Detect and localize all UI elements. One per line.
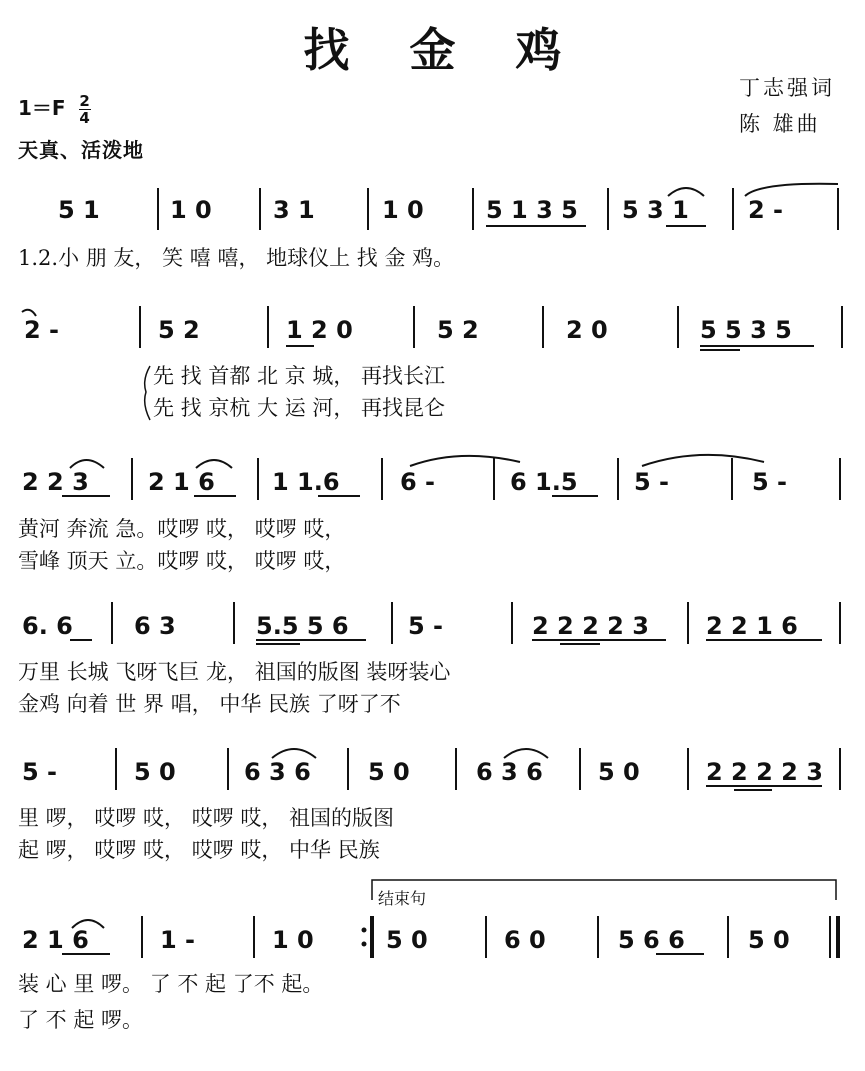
ending-bracket: [372, 880, 836, 900]
measure-6: 5 -: [634, 468, 670, 496]
measure-4: 5 0: [368, 758, 410, 786]
lyric-line-1: 里 啰， 哎啰 哎， 哎啰 哎， 祖国的版图: [18, 806, 395, 830]
measure-2: 1 0: [170, 196, 212, 224]
lyric-line-2: 起 啰， 哎啰 哎， 哎啰 哎， 中华 民族: [18, 838, 380, 862]
measure-1: 2 -: [24, 316, 60, 344]
measure-5: 2 2 2 2 3: [532, 612, 649, 640]
song-title: 找金鸡: [303, 23, 622, 77]
lyric-line-1: 万里 长城 飞呀飞巨 龙， 祖国的版图 装呀装心: [18, 660, 451, 684]
measure-1: 5 1: [58, 196, 100, 224]
lyric-line-2: 金鸡 向着 世 界 唱， 中华 民族 了呀了不: [18, 692, 401, 716]
tie: [272, 749, 316, 758]
tie: [410, 456, 520, 466]
measure-1: 2 2 3: [22, 468, 89, 496]
lyric-line-2: 先 找 京杭 大 运 河， 再找昆仑: [153, 396, 446, 420]
time-numerator: 2: [79, 92, 90, 110]
measure-5: 6 0: [504, 926, 546, 954]
key-label: 1＝F: [18, 96, 66, 120]
lyric-line-2: 雪峰 顶天 立。哎啰 哎， 哎啰 哎，: [18, 549, 346, 573]
measure-3: 6 3 6: [244, 758, 311, 786]
measure-5: 6 1.5: [510, 468, 578, 496]
measure-5: 5 1 3 5: [486, 196, 578, 224]
tie: [504, 749, 548, 758]
measure-2: 6 3: [134, 612, 176, 640]
tie: [72, 920, 104, 928]
measure-4: 5 -: [408, 612, 444, 640]
measure-4: 5 2: [437, 316, 479, 344]
measure-1: 6. 6: [22, 612, 73, 640]
lyric-line-1: 先 找 首都 北 京 城， 再找长江: [153, 364, 446, 388]
tempo-marking: 天真、活泼地: [18, 138, 144, 162]
measure-2: 1 -: [160, 926, 196, 954]
measure-1: 2 1 6: [22, 926, 89, 954]
measure-4: 6 -: [400, 468, 436, 496]
measure-4: 1 0: [382, 196, 424, 224]
measure-7: 5 0: [748, 926, 790, 954]
tie: [70, 460, 104, 468]
time-denominator: 4: [79, 109, 90, 127]
tie: [668, 188, 704, 196]
lyric-line-1: 1.2.小 朋 友， 笑 嘻 嘻， 地球仪上 找 金 鸡。: [18, 246, 455, 270]
tie: [745, 184, 838, 196]
measure-2: 5 0: [134, 758, 176, 786]
measure-7: 5 -: [752, 468, 788, 496]
tie: [642, 455, 764, 466]
ending-label: 结束句: [378, 889, 427, 908]
measure-4: 5 0: [386, 926, 428, 954]
measure-3: 1 1.6: [272, 468, 340, 496]
measure-3: 1 0: [272, 926, 314, 954]
measure-2: 5 2: [158, 316, 200, 344]
measure-6: 5 0: [598, 758, 640, 786]
repeat-dot: [362, 942, 367, 947]
lyric-line-1: 黄河 奔流 急。哎啰 哎， 哎啰 哎，: [18, 517, 346, 541]
measure-3: 5.5 5 6: [256, 612, 349, 640]
repeat-dot: [362, 928, 367, 933]
measure-5: 6 3 6: [476, 758, 543, 786]
measure-2: 2 1 6: [148, 468, 215, 496]
measure-5: 2 0: [566, 316, 608, 344]
measure-1: 5 -: [22, 758, 58, 786]
lyricist-credit: 丁志强词: [739, 76, 835, 100]
tie: [196, 460, 232, 468]
lyric-line-2: 了 不 起 啰。: [18, 1008, 144, 1032]
measure-6: 5 5 3 5: [700, 316, 792, 344]
measure-6: 2 2 1 6: [706, 612, 798, 640]
tie: [22, 310, 36, 316]
composer-credit: 陈 雄曲: [739, 112, 821, 136]
measure-3: 3 1: [273, 196, 315, 224]
verse-brace: [145, 366, 150, 420]
measure-6: 5 6 6: [618, 926, 685, 954]
lyric-line-1: 装 心 里 啰。 了 不 起 了不 起。: [18, 972, 324, 996]
measure-7: 2 2 2 2 3: [706, 758, 823, 786]
measure-3: 1 2 0: [286, 316, 353, 344]
measure-6: 5 3 1: [622, 196, 689, 224]
measure-7: 2 -: [748, 196, 784, 224]
